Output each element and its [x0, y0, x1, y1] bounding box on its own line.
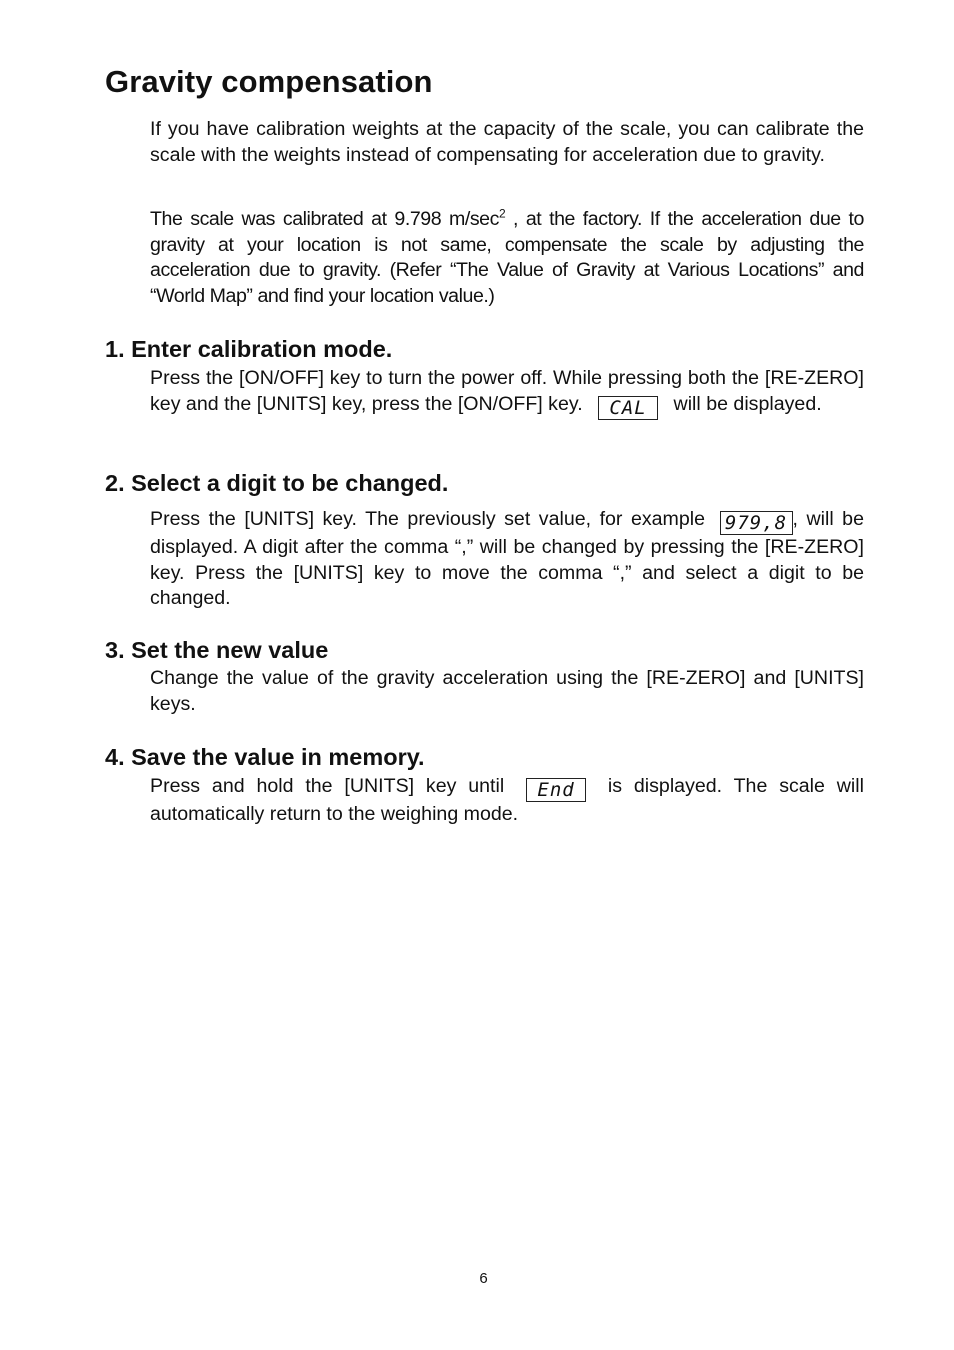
- step-2-text-after: , will be displayed. A digit after the comma “,” will be changed by pressing the [RE-ZERO] key. Press the [UNITS] key to move the comma “,” and select a digit to be changed.: [150, 508, 864, 609]
- intro-p2-after: , at the factory. If the acceleration due to gravity at your location is not same, compensate the scale by adjusting the acceleration due to gravity. (Refer “The Value of Gravity at Various Locations” and “World Map” and find your location value.): [150, 208, 864, 307]
- intro-paragraph-2: [150, 207, 864, 309]
- step-4-heading: 4. Save the value in memory.: [105, 744, 425, 770]
- page-title: Gravity compensation: [105, 64, 433, 99]
- lcd-display-end: End: [526, 778, 586, 802]
- step-3-heading: 3. Set the new value: [105, 637, 329, 663]
- lcd-display-cal: CAL: [598, 396, 658, 420]
- page-number: 6: [479, 1270, 488, 1287]
- lcd-display-value: 979,8: [720, 511, 793, 535]
- step-2-text: [150, 507, 864, 612]
- step-3-text: Change the value of the gravity acceleration using the [RE-ZERO] and [UNITS] keys.: [150, 667, 864, 715]
- step-4-text: [150, 774, 864, 828]
- step-4-text-after: is displayed. The scale will automatically return to the weighing mode.: [150, 775, 864, 825]
- intro-p2-before: The scale was calibrated at 9.798 m/sec: [150, 208, 499, 230]
- step-1-text: [150, 366, 864, 420]
- intro-paragraph-1: If you have calibration weights at the capacity of the scale, you can calibrate the scale with the weights instead of compensating for acceleration due to gravity.: [150, 118, 864, 166]
- intro-p2-superscript: 2: [498, 206, 506, 221]
- step-1-text-after: will be displayed.: [668, 392, 822, 415]
- step-1-text-before: Press the [ON/OFF] key to turn the power off. While pressing both the [RE-ZERO] key and the [UNITS] key, press the [ON/OFF] key.: [150, 367, 864, 415]
- step-2-heading: 2. Select a digit to be changed.: [105, 470, 449, 496]
- step-4-text-before: Press and hold the [UNITS] key until: [150, 775, 517, 797]
- step-2-text-before: Press the [UNITS] key. The previously set value, for example: [150, 508, 714, 530]
- step-1-heading: 1. Enter calibration mode.: [105, 336, 393, 362]
